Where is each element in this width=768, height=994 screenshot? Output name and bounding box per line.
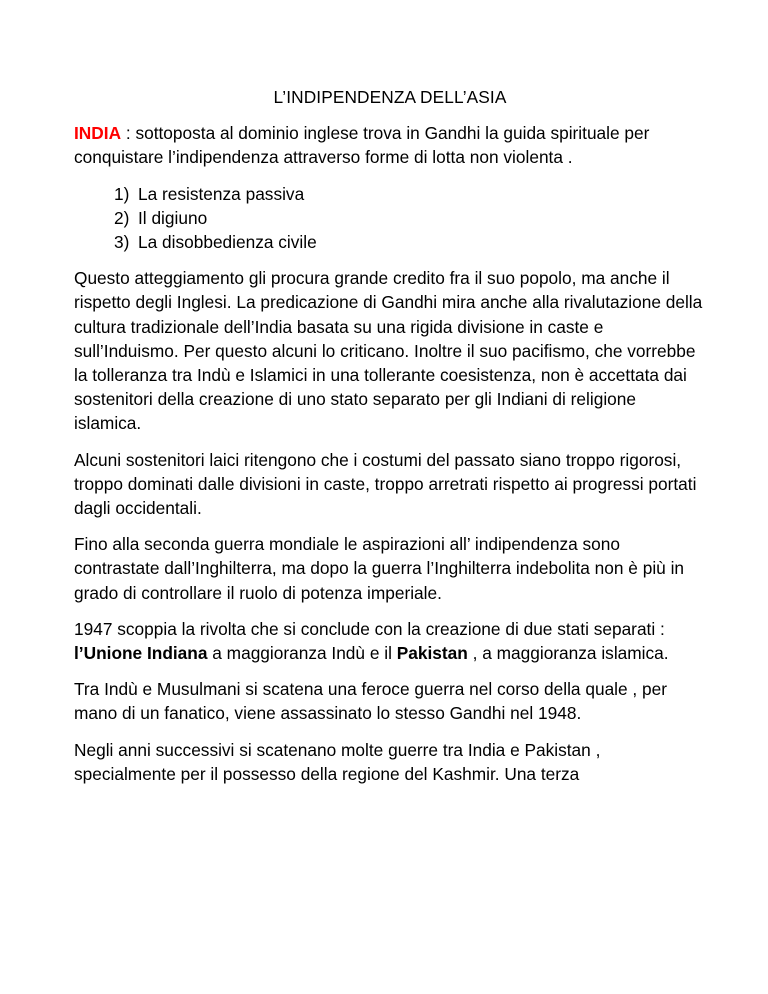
paragraph-gandhi-credit: Questo atteggiamento gli procura grande credito fra il suo popolo, ma anche il rispetto degli Inglesi. La predicazione di Gandhi mira anche alla rivalutazione della cultura tradizionale dell’India basata su una rigida divisione in caste e sull’Induismo. Per questo alcuni lo criticano. Inoltre il suo pacifismo, che vorrebbe la tolleranza tra Indù e Islamici in una tollerante coesistenza, non è accettata dai sostenitori della creazione di uno stato separato per gli Indiani di religione islamica. bbox=[74, 268, 703, 434]
intro-text: : sottoposta al dominio inglese trova in Gandhi la guida spirituale per conquistare l’indipendenza attraverso forme di lotta non violenta . bbox=[74, 123, 650, 168]
paragraph-kashmir: Negli anni successivi si scatenano molte guerre tra India e Pakistan , specialmente per il possesso della regione del Kashmir. Una terza bbox=[74, 739, 601, 784]
unione-indiana-keyword: l’Unione Indiana bbox=[74, 643, 208, 664]
document-title: L’INDIPENDENZA DELL’ASIA bbox=[273, 87, 507, 107]
paragraph-secular-supporters: Alcuni sostenitori laici ritengono che i costumi del passato siano troppo rigorosi, troppo dominati dalle divisioni in caste, troppo arretrati rispetto ai progressi portati dagli occidentali. bbox=[74, 449, 697, 519]
nonviolence-list bbox=[74, 182, 704, 255]
paragraph-1947 bbox=[74, 617, 704, 665]
list-text: Il digiuno bbox=[138, 207, 208, 228]
list-item bbox=[114, 206, 704, 230]
pakistan-keyword: Pakistan bbox=[396, 643, 468, 664]
list-number: 2) bbox=[114, 207, 130, 228]
p4-text-e: , a maggioranza islamica. bbox=[467, 643, 669, 664]
paragraph-ww2: Fino alla seconda guerra mondiale le aspirazioni all’ indipendenza sono contrastate dall’Inghilterra, ma dopo la guerra l’Inghilterra indebolita non è più in grado di controllare il ruolo di potenza imperiale. bbox=[74, 534, 685, 603]
list-text: La resistenza passiva bbox=[138, 183, 305, 204]
list-number: 3) bbox=[114, 232, 130, 253]
p4-text-a: 1947 scoppia la rivolta che si conclude con la creazione di due stati separati : bbox=[74, 618, 665, 639]
list-item bbox=[114, 182, 704, 206]
document-page bbox=[74, 85, 704, 798]
list-item bbox=[114, 230, 704, 254]
paragraph-gandhi-assassination: Tra Indù e Musulmani si scatena una feroce guerra nel corso della quale , per mano di un fanatico, viene assassinato lo stesso Gandhi nel 1948. bbox=[74, 679, 668, 724]
list-number: 1) bbox=[114, 183, 130, 204]
india-keyword: INDIA bbox=[74, 123, 122, 144]
p4-text-c: a maggioranza Indù e il bbox=[207, 643, 397, 664]
intro-paragraph bbox=[74, 121, 704, 169]
list-text: La disobbedienza civile bbox=[138, 232, 317, 253]
